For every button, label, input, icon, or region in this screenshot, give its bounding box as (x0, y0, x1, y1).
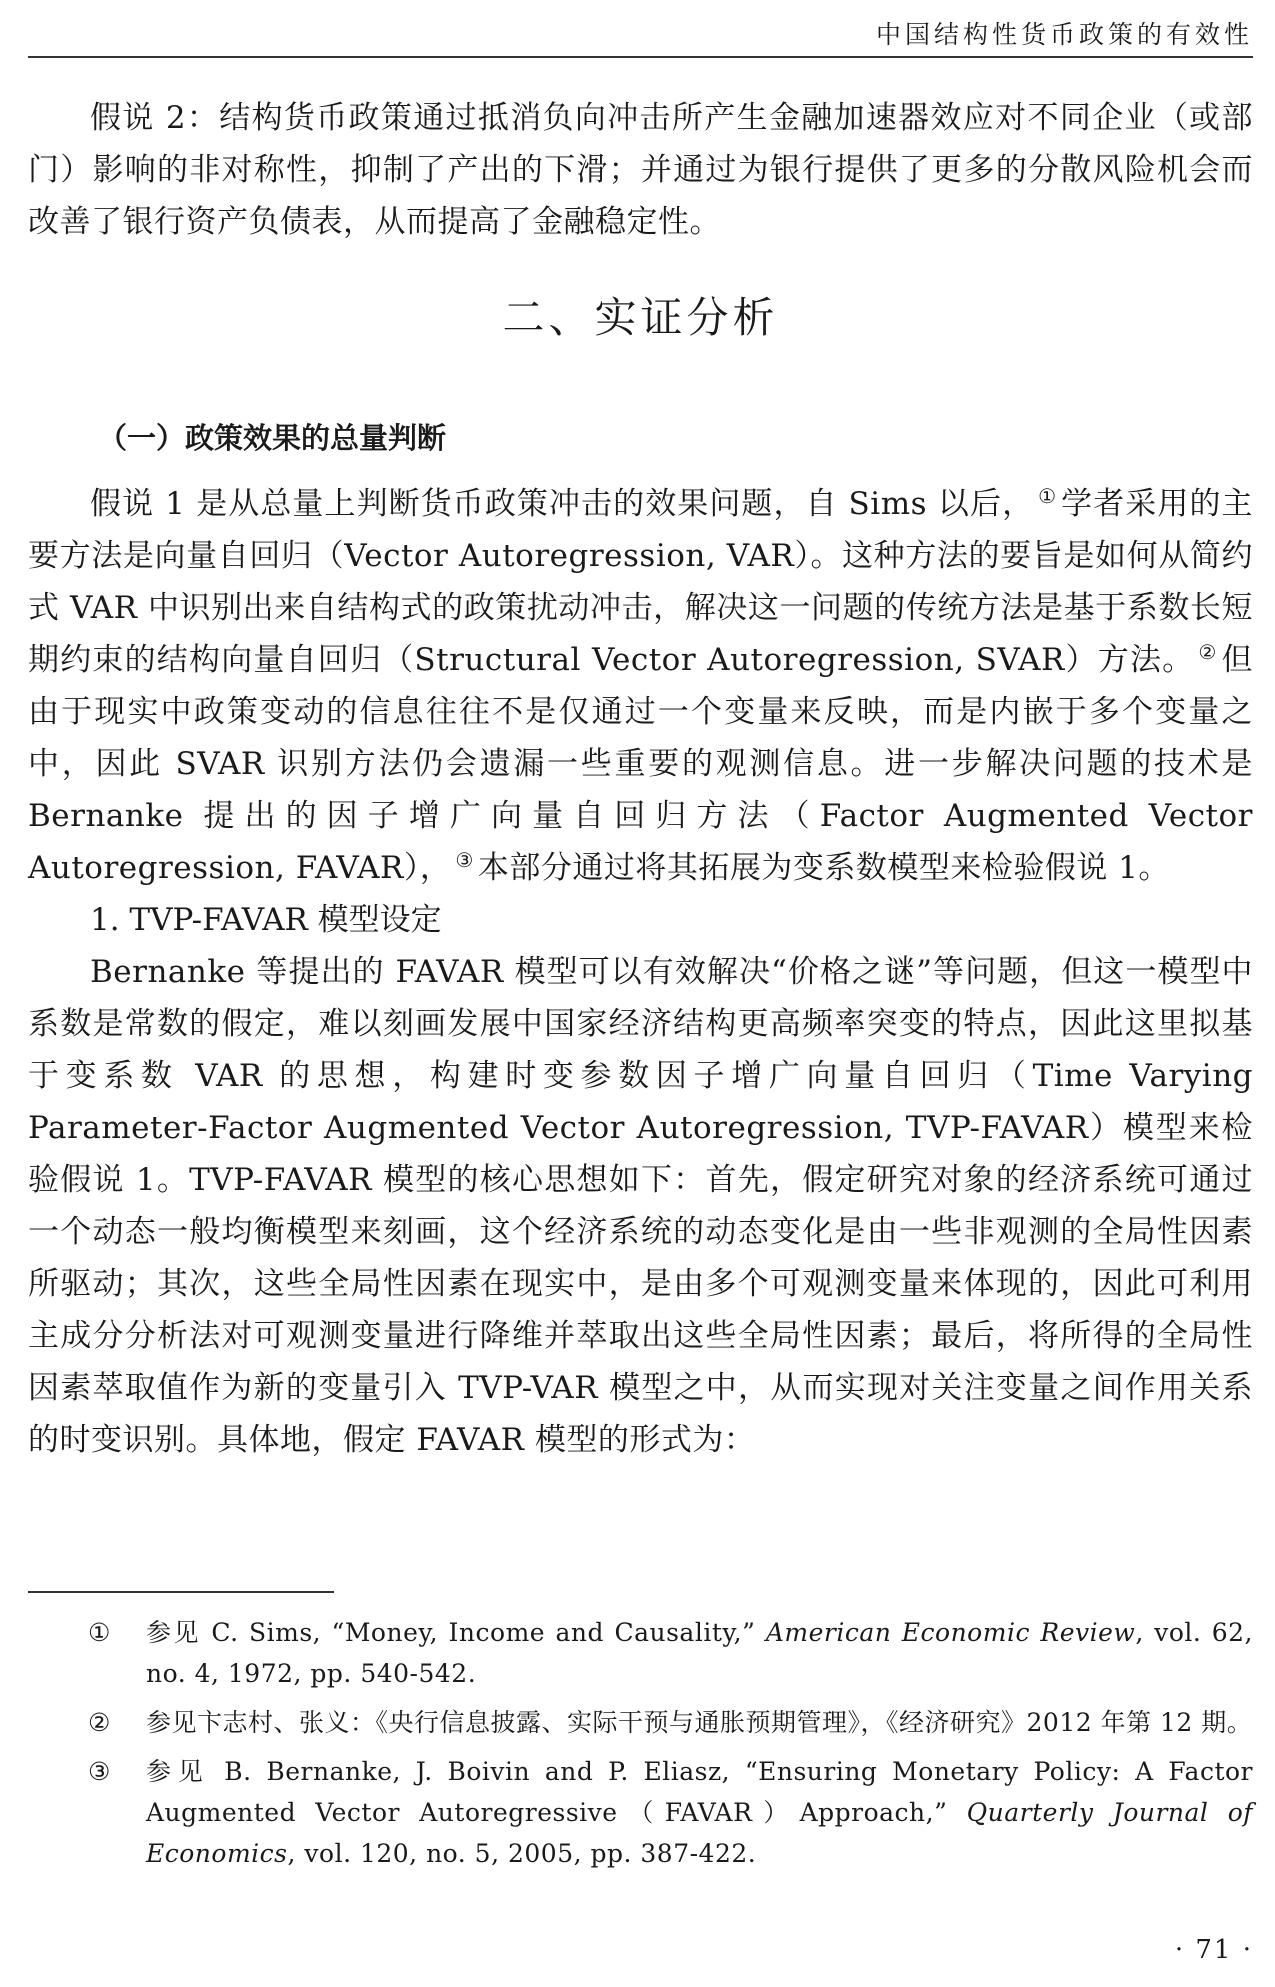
footnote-post: , vol. 120, no. 5, 2005, pp. 387-422. (287, 1839, 757, 1868)
footnote-pre: 参见 B. Bernanke, J. Boivin and P. Eliasz, “Ensuring Monetary Policy: A Factor Augmented Vector Autoregressive（FAVAR）Approach,” (146, 1757, 1253, 1827)
footnote-mark: ③ (88, 1757, 111, 1786)
para1-text-b: 学者采用的主要方法是向量自回归（Vector Autoregression, VAR）。这种方法的要旨是如何从简约式 VAR 中识别出来自结构式的政策扰动冲击，解决这一问题的传统方法是基于系数长短期约束的结构向量自回归（Structural Vector Autoregression, SVAR）方法。 (28, 486, 1254, 678)
journal-title: Quarterly Journal of Economics (146, 1798, 1254, 1868)
page-number: · 71 · (1174, 1935, 1253, 1965)
footnotes (28, 1612, 1253, 1882)
running-header (28, 18, 1253, 58)
footnote-2 (28, 1702, 1253, 1743)
main-text (28, 92, 1253, 1466)
footnote-ref-3[interactable]: ③ (455, 847, 474, 872)
subsection-title: （一）政策效果的总量判断 (98, 421, 447, 455)
footnote-post: , vol. 62, no. 4, 1972, pp. 540-542. (146, 1618, 1253, 1688)
subheading-model-setup: 1. TVP-FAVAR 模型设定 (90, 902, 442, 938)
para1-text-c: 但由于现实中政策变动的信息往往不是仅通过一个变量来反映，而是内嵌于多个变量之中，因此 SVAR 识别方法仍会遗漏一些重要的观测信息。进一步解决问题的技术是 Bernanke 提出的因子增广向量自回归方法（Factor Augmented Vector Autoregression, FAVAR）， (28, 642, 1253, 886)
section-title: 二、实证分析 (502, 293, 779, 342)
footnote-ref-1[interactable]: ① (1038, 483, 1058, 508)
footnote-text (146, 1612, 1253, 1694)
footnote-mark: ① (88, 1618, 111, 1647)
para1-text-d: 本部分通过将其拓展为变系数模型来检验假说 1。 (477, 850, 1170, 886)
para1-text-a: 假说 1 是从总量上判断货币政策冲击的效果问题，自 Sims 以后， (90, 486, 1035, 522)
footnote-text (146, 1751, 1253, 1874)
footnote-pre: 参见 C. Sims, “Money, Income and Causality,” (146, 1618, 766, 1647)
journal-title: American Economic Review (765, 1618, 1136, 1647)
footnote-mark: ② (88, 1708, 111, 1737)
footnote-text (146, 1702, 1253, 1743)
footnote-1 (28, 1612, 1253, 1694)
paragraph-tvp-favar: Bernanke 等提出的 FAVAR 模型可以有效解决“价格之谜”等问题，但这一模型中系数是常数的假定，难以刻画发展中国家经济结构更高频率突变的特点，因此这里拟基于变系数 VAR 的思想，构建时变参数因子增广向量自回归（Time Varying Parameter-Factor Augmented Vector Autoregression, TVP-FAVAR）模型来检验假说 1。TVP-FAVAR 模型的核心思想如下：首先，假定研究对象的经济系统可通过一个动态一般均衡模型来刻画，这个经济系统的动态变化是由一些非观测的全局性因素所驱动；其次，这些全局性因素在现实中，是由多个可观测变量来体现的，因此可利用主成分分析法对可观测变量进行降维并萃取出这些全局性因素；最后，将所得的全局性因素萃取值作为新的变量引入 TVP-VAR 模型之中，从而实现对关注变量之间作用关系的时变识别。具体地，假定 FAVAR 模型的形式为： (28, 954, 1253, 1458)
running-title: 中国结构性货币政策的有效性 (875, 20, 1253, 49)
footnote-3 (28, 1751, 1253, 1874)
hypothesis-2-paragraph: 假说 2：结构货币政策通过抵消负向冲击所产生金融加速器效应对不同企业（或部门）影响的非对称性，抑制了产出的下滑；并通过为银行提供了更多的分散风险机会而改善了银行资产负债表，从而提高了金融稳定性。 (28, 100, 1253, 240)
footnote-ref-2[interactable]: ② (1198, 639, 1218, 664)
footnote-divider (28, 1591, 334, 1593)
footnote-pre: 参见卞志村、张义：《央行信息披露、实际干预与通胀预期管理》，《经济研究》2012 年第 12 期。 (146, 1708, 1253, 1737)
paragraph-var-methods (28, 478, 1253, 894)
